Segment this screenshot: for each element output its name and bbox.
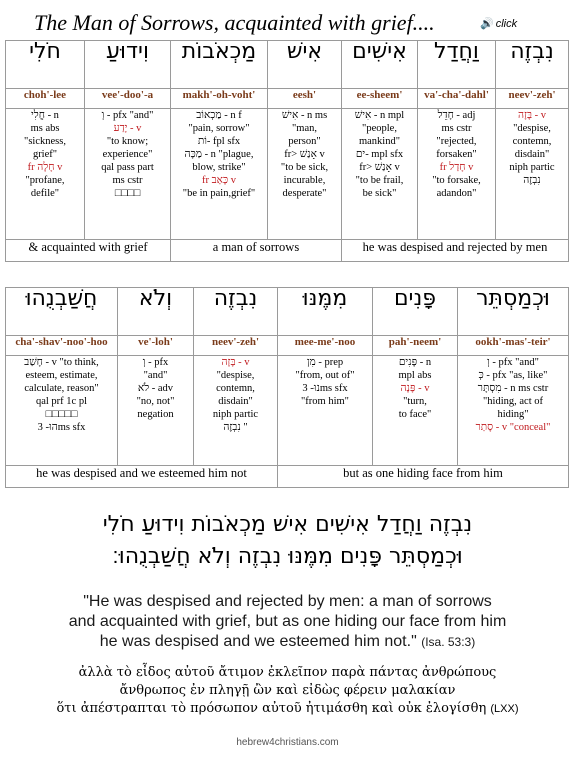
transliteration: cha'-shav'-noo'-hoo: [6, 336, 118, 356]
desc-line: "despise,: [216, 370, 255, 381]
english-phrase: he was despised and rejected by men: [342, 240, 569, 262]
hebrew-word: נִבְזֶה: [496, 41, 569, 89]
desc-line: qal prf 1c pl: [35, 396, 88, 407]
desc-line: experience": [102, 149, 153, 160]
desc-line: אִישׁ - n mpl: [354, 110, 405, 121]
english-verse-text: he was despised and we esteemed him not.": [99, 633, 417, 650]
desc-line: "despise,: [513, 123, 551, 134]
desc-line: adandon": [436, 188, 477, 199]
greek-verse-line: [0, 700, 575, 718]
desc-line: "to forsake,: [432, 175, 481, 186]
hebrew-word: מִמֶּנּוּ: [278, 288, 373, 336]
desc-line: mankind": [358, 136, 401, 147]
desc-line: niph partic: [212, 409, 259, 420]
desc-line: □□□□: [114, 188, 141, 199]
desc-line: "profane,: [25, 175, 65, 186]
word-description: [6, 109, 85, 240]
transliteration: mee-me'-noo: [278, 336, 373, 356]
english-phrase: & acquainted with grief: [6, 240, 171, 262]
page-title: The Man of Sorrows, acquainted with grief....: [34, 10, 435, 35]
hebrew-word: וַחֲדַל: [418, 41, 496, 89]
desc-line: "from him": [301, 396, 349, 407]
transliteration: neev'-zeh': [496, 89, 569, 109]
audio-click-link[interactable]: [480, 17, 517, 30]
desc-line: contemn,: [512, 136, 552, 147]
desc-line: fr חָלָה v: [27, 162, 63, 173]
hebrew-word: מַכְאֹבוֹת: [171, 41, 268, 89]
hebrew-verse-line: וּכְמַסְתֵּר פָּנִים מִמֶּנּוּ נִבְזֶה וְלֹא חֲשַׁבְנֻהוּ׃: [112, 544, 463, 569]
hebrew-verse-line: נִבְזֶה וַחֲדַל אִישִׁים אִישׁ מַכְאֹבוֹת וִידוּעַ חֹלִי: [102, 512, 473, 537]
word-description: [268, 109, 342, 240]
desc-line: סָתַר - v "conceal": [475, 422, 551, 433]
desc-line: ים- mpl sfx: [355, 149, 404, 160]
transliteration: ee-sheem': [342, 89, 418, 109]
desc-line: וְ - pfx "and": [101, 110, 154, 121]
desc-line: "from, out of": [295, 370, 355, 381]
word-description: [496, 109, 569, 240]
desc-line: נִבְזֶה ": [223, 422, 248, 433]
greek-verse-text: ὅτι ἀπέστραπται τὸ πρόσωπον αὐτοῦ ἠτιμάσθη καὶ οὐκ ἐλογίσθη: [56, 701, 487, 716]
desc-line: mpl abs: [398, 370, 432, 381]
desc-line: fr> אָנַשׁ v: [284, 149, 325, 160]
english-verse: [0, 592, 575, 652]
transliteration: makh'-oh-voht': [171, 89, 268, 109]
english-phrase: but as one hiding face from him: [278, 466, 569, 488]
transliteration: neev'-zeh': [194, 336, 278, 356]
lxx-reference: (LXX): [490, 703, 519, 715]
english-verse-line: [0, 632, 575, 652]
desc-line: מִסְתָּר - n ms cstr: [477, 383, 549, 394]
desc-line: נִבְזֶה: [523, 175, 541, 186]
hebrew-word: פָּנִים: [373, 288, 458, 336]
word-description: [458, 356, 569, 466]
desc-line: be sick": [362, 188, 397, 199]
desc-line: נוּ- 3ms sfx: [302, 383, 348, 394]
desc-line: qal pass part: [101, 162, 154, 173]
desc-line: hiding": [497, 409, 529, 420]
desc-line: וְ - pfx "and": [487, 357, 539, 368]
desc-line: to face": [398, 409, 432, 420]
header: [0, 0, 575, 40]
word-description: [118, 356, 194, 466]
hebrew-word: חֲשַׁבְנֻהוּ: [6, 288, 118, 336]
desc-line: fr חָדַל v: [439, 162, 474, 173]
desc-line: פָּנָה - v: [400, 383, 430, 394]
transliteration: va'-cha'-dahl': [418, 89, 496, 109]
word-description: [342, 109, 418, 240]
desc-line: disdain": [218, 396, 253, 407]
gloss-table-1: [5, 40, 569, 262]
desc-line: וֹת- fpl sfx: [197, 136, 241, 147]
word-description: [278, 356, 373, 466]
desc-line: יָדַע - v: [113, 123, 142, 134]
desc-line: מַכְאוֹב - n f: [196, 110, 242, 121]
desc-line: הוּ- 3ms sfx: [37, 422, 86, 433]
desc-line: fr כָּאַב v: [202, 175, 236, 186]
desc-line: forsaken": [436, 149, 477, 160]
greek-verse-line: ἄνθρωπος ἐν πληγῇ ὢν καὶ εἰδὼς φέρειν μαλακίαν: [119, 683, 456, 698]
scripture-reference: (Isa. 53:3): [421, 635, 476, 649]
hebrew-word: וִידוּעַ: [85, 41, 171, 89]
desc-line: contemn,: [216, 383, 255, 394]
desc-line: "turn,: [403, 396, 427, 407]
desc-line: niph partic: [509, 162, 555, 173]
desc-line: "no, not": [136, 396, 175, 407]
desc-line: בָּזָה - v: [517, 110, 547, 121]
gloss-table-2: [5, 287, 569, 488]
desc-line: desperate": [282, 188, 327, 199]
desc-line: "man,: [292, 123, 317, 134]
desc-line: fr> אָנַשׁ v: [359, 162, 400, 173]
desc-line: "hiding, act of: [483, 396, 543, 407]
desc-line: אִישׁ - n ms: [281, 110, 328, 121]
word-description: [171, 109, 268, 240]
transliteration: pah'-neem': [373, 336, 458, 356]
transliteration: ookh'-mas'-teir': [458, 336, 569, 356]
desc-line: חָשַׁב - v "to think,: [24, 357, 99, 368]
english-phrase: he was despised and we esteemed him not: [6, 466, 278, 488]
desc-line: פָּנִים - n: [398, 357, 432, 368]
desc-line: ms cstr: [112, 175, 143, 186]
greek-verse: [0, 664, 575, 718]
desc-line: negation: [137, 409, 174, 420]
desc-line: □□□□□: [45, 409, 78, 420]
english-verse-line: and acquainted with grief, but as one hiding our face from him: [68, 613, 507, 630]
desc-line: grief": [32, 149, 58, 160]
desc-line: esteem, estimate,: [25, 370, 98, 381]
desc-line: "pain, sorrow": [188, 123, 250, 134]
transliteration: ve'-loh': [118, 336, 194, 356]
audio-label: click: [495, 18, 518, 30]
english-phrase: a man of sorrows: [171, 240, 342, 262]
desc-line: "rejected,: [436, 136, 477, 147]
desc-line: "to be frail,: [355, 175, 404, 186]
desc-line: מִן - prep: [306, 357, 344, 368]
hebrew-word: אִישׁ: [268, 41, 342, 89]
desc-line: "sickness,: [24, 136, 66, 147]
speaker-icon: 🔊: [480, 18, 494, 30]
desc-line: disdain": [514, 149, 550, 160]
desc-line: וְ - pfx: [142, 357, 169, 368]
desc-line: "to be sick,: [280, 162, 329, 173]
word-description: [194, 356, 278, 466]
greek-verse-line: ἀλλὰ τὸ εἶδος αὐτοῦ ἄτιμον ἐκλεῖπον παρὰ πάντας ἀνθρώπους: [78, 665, 497, 680]
word-description: [418, 109, 496, 240]
word-description: [373, 356, 458, 466]
desc-line: incurable,: [283, 175, 326, 186]
desc-line: "to know;: [106, 136, 149, 147]
hebrew-word: וְלֹא: [118, 288, 194, 336]
desc-line: ms cstr: [441, 123, 472, 134]
desc-line: blow, strike": [192, 162, 246, 173]
hebrew-word: נִבְזֶה: [194, 288, 278, 336]
desc-line: בָּזָה - v: [221, 357, 250, 368]
desc-line: "and": [143, 370, 168, 381]
transliteration: vee'-doo'-a: [85, 89, 171, 109]
desc-line: person": [288, 136, 321, 147]
desc-line: calculate, reason": [24, 383, 99, 394]
word-description: [85, 109, 171, 240]
desc-line: defile": [30, 188, 60, 199]
desc-line: ms abs: [30, 123, 60, 134]
word-description: [6, 356, 118, 466]
desc-line: מַכָּה - n "plague,: [184, 149, 254, 160]
hebrew-word: אִישִׁים: [342, 41, 418, 89]
transliteration: choh'-lee: [6, 89, 85, 109]
hebrew-word: וּכְמַסְתֵּר: [458, 288, 569, 336]
desc-line: "people,: [362, 123, 397, 134]
desc-line: לֹא - adv: [137, 383, 174, 394]
desc-line: "be in pain,grief": [182, 188, 256, 199]
english-verse-line: "He was despised and rejected by men: a man of sorrows: [83, 593, 492, 610]
desc-line: חֳלִי - n: [31, 110, 59, 121]
site-footer[interactable]: hebrew4christians.com: [236, 737, 339, 748]
transliteration: eesh': [268, 89, 342, 109]
desc-line: כְּ - pfx "as, like": [478, 370, 548, 381]
hebrew-word: חֹלִי: [6, 41, 85, 89]
desc-line: חָדֵל - adj: [437, 110, 476, 121]
